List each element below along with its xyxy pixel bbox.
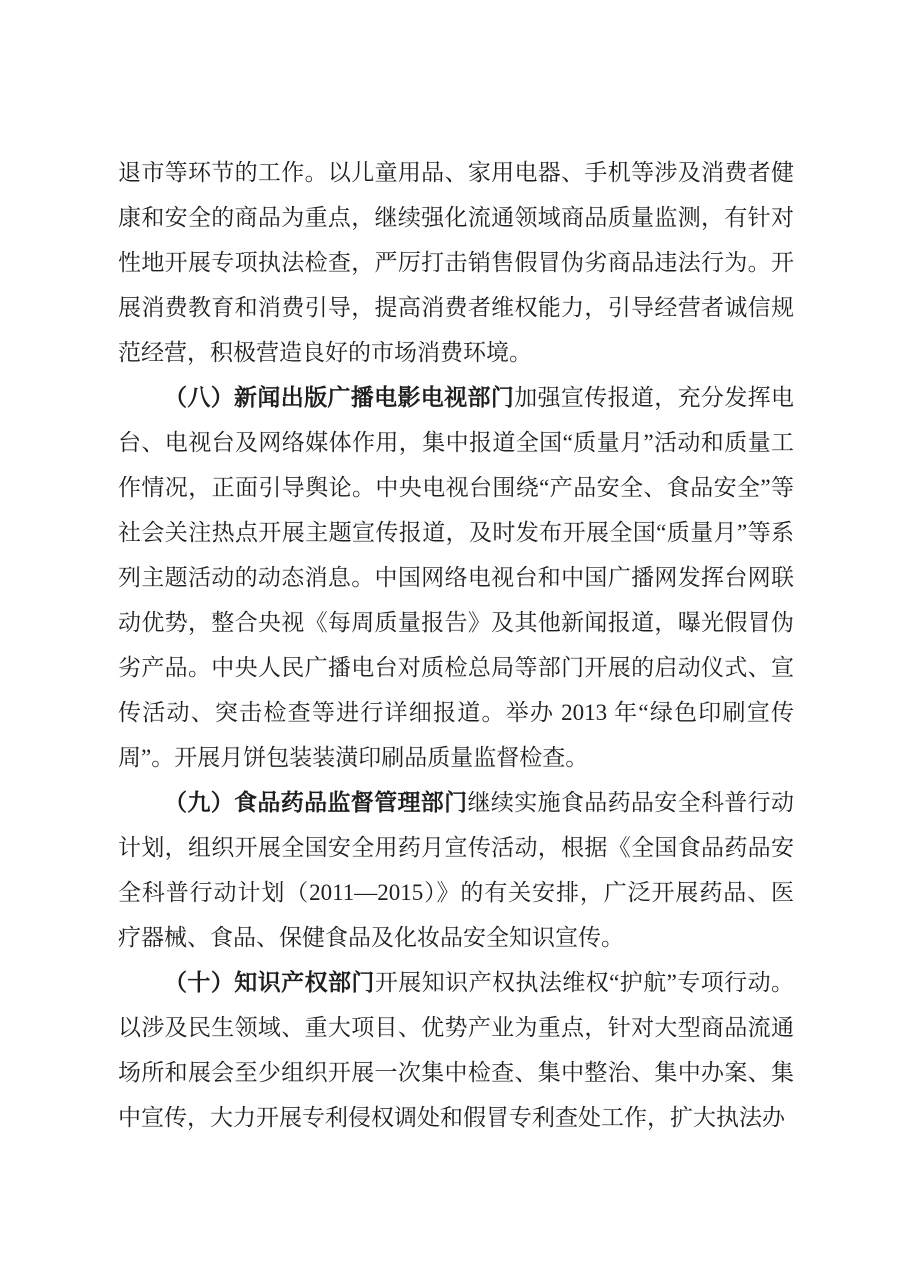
- paragraph-text: 退市等环节的工作。以儿童用品、家用电器、手机等涉及消费者健康和安全的商品为重点，继续强化流通领域商品质量监测，有针对性地开展专项执法检查，严厉打击销售假冒伪劣商品违法行为。开展消费教育和消费引导，提高消费者维权能力，引导经营者诚信规范经营，积极营造良好的市场消费环境。: [118, 160, 794, 365]
- paragraph-section-10: [118, 960, 794, 1140]
- paragraph-section-8: [118, 375, 794, 780]
- paragraph-continuation: [118, 150, 794, 375]
- paragraph-text: 加强宣传报道，充分发挥电台、电视台及网络媒体作用，集中报道全国“质量月”活动和质量工作情况，正面引导舆论。中央电视台围绕“产品安全、食品安全”等社会关注热点开展主题宣传报道，及时发布开展全国“质量月”等系列主题活动的动态消息。中国网络电视台和中国广播网发挥台网联动优势，整合央视《每周质量报告》及其他新闻报道，曝光假冒伪劣产品。中央人民广播电台对质检总局等部门开展的启动仪式、宣传活动、突击检查等进行详细报道。举办 2013 年“绿色印刷宣传周”。开展月饼包装装潢印刷品质量监督检查。: [118, 385, 795, 770]
- document-body: [118, 150, 794, 1140]
- paragraph-text: 开展知识产权执法维权“护航”专项行动。以涉及民生领域、重大项目、优势产业为重点，针对大型商品流通场所和展会至少组织开展一次集中检查、集中整治、集中办案、集中宣传，大力开展专利侵权调处和假冒专利查处工作，扩大执法办: [118, 970, 794, 1130]
- paragraph-section-9: [118, 780, 794, 960]
- section-10-heading: （十）知识产权部门: [164, 970, 375, 995]
- section-8-heading: （八）新闻出版广播电影电视部门: [164, 385, 515, 410]
- paragraph-text: 继续实施食品药品安全科普行动计划，组织开展全国安全用药月宣传活动，根据《全国食品药品安全科普行动计划（2011—2015）》的有关安排，广泛开展药品、医疗器械、食品、保健食品及化妆品安全知识宣传。: [118, 790, 795, 950]
- section-9-heading: （九）食品药品监督管理部门: [164, 790, 468, 815]
